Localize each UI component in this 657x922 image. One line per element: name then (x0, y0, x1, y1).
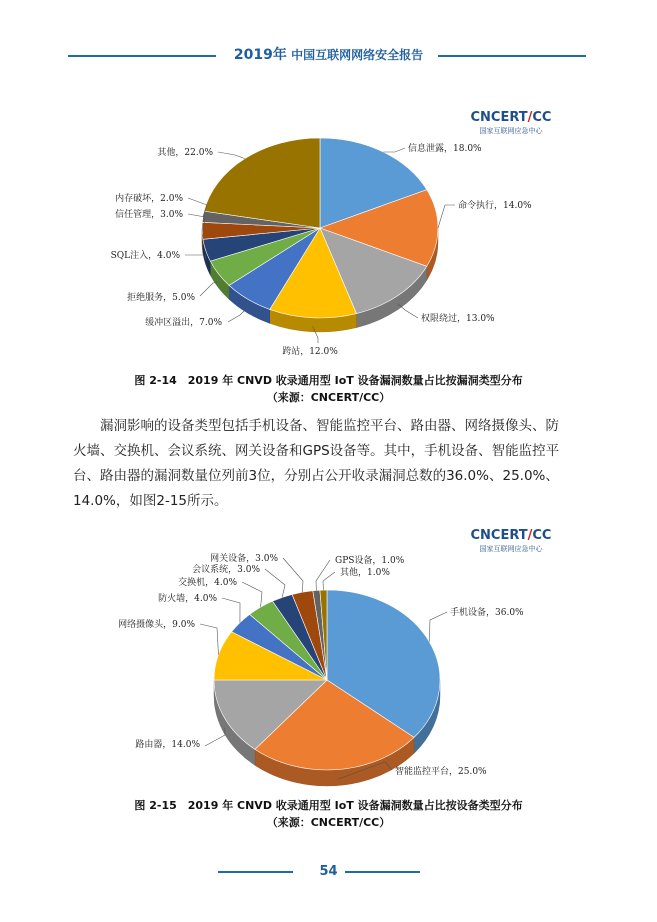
pie1-label-4: 缓冲区溢出，7.0% (145, 318, 222, 328)
pie2-leader-7 (283, 558, 303, 592)
paragraph-line-4: 14.0%，如图2-15所示。 (73, 493, 228, 509)
pie2-label-0: 手机设备，36.0% (450, 608, 524, 618)
pie2-leader-2 (205, 728, 225, 746)
pie2-label-2: 路由器，14.0% (135, 740, 200, 750)
figure-caption-2-source: （来源：CNCERT/CC） (266, 816, 391, 829)
pie2-label-5: 交换机，4.0% (178, 578, 237, 588)
pie2-label-6: 会议系统，3.0% (192, 565, 260, 575)
figure-caption-2-title: 图 2-15 2019 年 CNVD 收录通用型 IoT 设备漏洞数量占比按设备类型分布 (134, 799, 523, 812)
figure-caption-1-source: （来源：CNCERT/CC） (266, 391, 391, 404)
pie2-label-1: 智能监控平台，25.0% (395, 767, 487, 777)
pie-chart-vuln-type (0, 0, 657, 370)
pie1-label-0: 信息泄露，18.0% (408, 144, 482, 154)
pie2-label-9: 其他，1.0% (340, 568, 390, 578)
pie2-leader-0 (429, 612, 447, 642)
pie1-label-9: 其他，22.0% (157, 148, 213, 158)
figure-caption-1 (0, 372, 657, 406)
pie1-label-8: 内存破坏，2.0% (115, 194, 183, 204)
body-paragraph (73, 414, 593, 514)
pie1-label-5: 拒绝服务，5.0% (127, 293, 195, 303)
pie2-label-4: 防火墙，4.0% (158, 594, 217, 604)
pie2-leader-4 (222, 598, 240, 623)
pie2-label-3: 网络摄像头，9.0% (118, 620, 195, 630)
pie2-label-7: 网关设备，3.0% (210, 554, 278, 564)
pie1-leader-9 (218, 152, 245, 159)
pie1-leader-0 (383, 148, 405, 152)
page-number: 54 (319, 864, 338, 879)
pie1-label-2: 权限绕过，13.0% (421, 314, 495, 324)
pie2-leader-5 (242, 582, 262, 607)
cncert-logo-name: CNCERT/CC (470, 110, 552, 125)
pie1-label-6: SQL注入，4.0% (110, 251, 180, 261)
pie2-leader-3 (200, 624, 218, 655)
paragraph-line-2: 火墙、交换机、会议系统、网关设备和GPS设备等。其中，手机设备、智能监控平 (73, 443, 560, 459)
paragraph-line-3: 台、路由器的漏洞数量位列前3位，分别占公开收录漏洞总数的36.0%、25.0%、 (73, 468, 559, 484)
pie-chart-device-type (0, 510, 657, 810)
cncert-logo-subtitle: 国家互联网应急中心 (479, 127, 543, 135)
cncert-logo-2-name: CNCERT/CC (470, 528, 552, 543)
pie2-leader-6 (265, 569, 285, 597)
pie2-leader-9 (323, 572, 335, 590)
pie1-label-1: 命令执行，14.0% (458, 201, 532, 211)
pie1-label-3: 跨站，12.0% (282, 347, 338, 357)
header-year: 2019年 (233, 47, 287, 63)
pie1-leader-8 (188, 198, 207, 217)
pie1-leader-1 (438, 205, 455, 228)
header-report-name: 中国互联网网络安全报告 (291, 48, 424, 62)
figure-caption-2 (0, 797, 657, 831)
paragraph-line-1: 漏洞影响的设备类型包括手机设备、智能监控平台、路由器、网络摄像头、防 (100, 418, 559, 434)
cncert-logo-2-subtitle: 国家互联网应急中心 (479, 545, 543, 553)
pie1-label-7: 信任管理，3.0% (115, 210, 183, 220)
pie1-leader-6 (185, 255, 206, 259)
figure-caption-1-title: 图 2-14 2019 年 CNVD 收录通用型 IoT 设备漏洞数量占比按漏洞类型分布 (134, 374, 523, 387)
pie2-label-8: GPS设备，1.0% (335, 556, 405, 566)
